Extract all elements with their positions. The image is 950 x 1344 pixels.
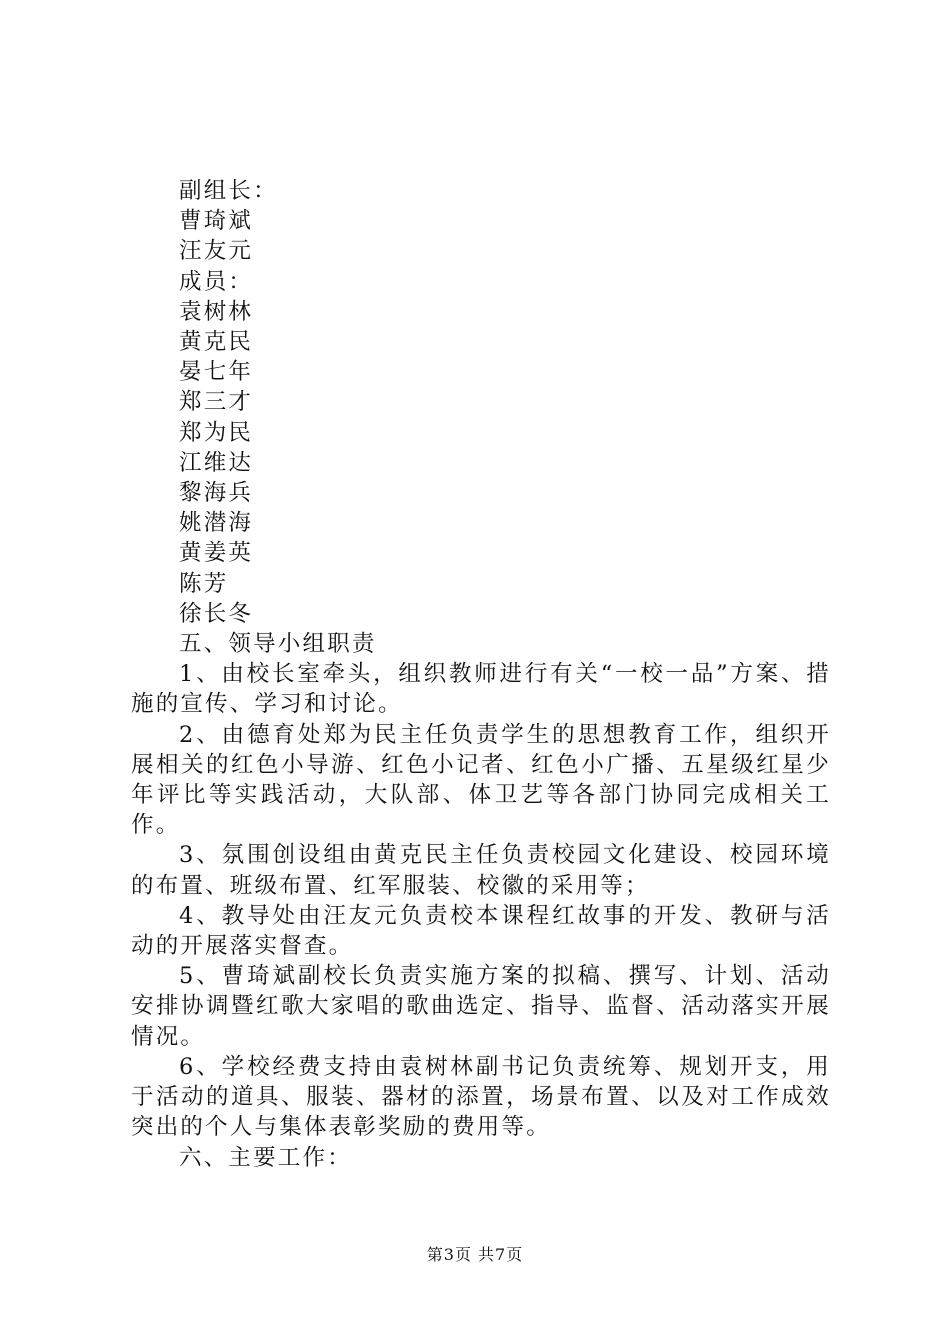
deputy-leader-name: 汪友元 (179, 238, 254, 265)
page-footer: 第3页 共7页 (426, 1245, 524, 1264)
duty-paragraph: 2、由德育处郑为民主任负责学生的思想教育工作，组织开展相关的红色小导游、红色小记者、红色小广播、五星级红星少年评比等实践活动，大队部、体卫艺等各部门协同完成相关工作。 (131, 721, 831, 839)
members-label: 成员： (179, 268, 254, 295)
member-name: 陈芳 (179, 570, 229, 597)
deputy-leader-name: 曹琦斌 (179, 208, 254, 235)
section-heading: 六、主要工作： (179, 1144, 352, 1171)
duty-paragraph: 3、氛围创设组由黄克民主任负责校园文化建设、校园环境的布置、班级布置、红军服装、校徽的采用等； (131, 842, 831, 899)
member-name: 晏七年 (179, 359, 254, 386)
duty-paragraph: 6、学校经费支持由袁树林副书记负责统筹、规划开支，用于活动的道具、服装、器材的添置，场景布置、以及对工作成效突出的个人与集体表彰奖励的费用等。 (131, 1053, 831, 1141)
member-name: 黄克民 (179, 329, 254, 356)
document-body (131, 176, 831, 1173)
deputy-leader-label: 副组长： (179, 178, 278, 204)
duty-paragraph: 4、教导处由汪友元负责校本课程红故事的开发、教研与活动的开展落实督查。 (131, 902, 831, 960)
section-heading: 五、领导小组职责 (179, 631, 377, 658)
member-name: 郑为民 (179, 419, 254, 446)
member-name: 袁树林 (179, 298, 254, 325)
member-name: 徐长冬 (179, 600, 254, 627)
member-name: 江维达 (179, 449, 254, 476)
member-name: 姚潜海 (179, 510, 254, 537)
member-name: 郑三才 (179, 389, 254, 416)
member-name: 黄姜英 (179, 540, 254, 567)
member-name: 黎海兵 (179, 480, 254, 507)
duty-paragraph: 5、曹琦斌副校长负责实施方案的拟稿、撰写、计划、活动安排协调暨红歌大家唱的歌曲选定、指导、监督、活动落实开展情况。 (131, 963, 831, 1050)
duty-paragraph: 1、由校长室牵头，组织教师进行有关“一校一品”方案、措施的宣传、学习和讨论。 (131, 661, 831, 718)
